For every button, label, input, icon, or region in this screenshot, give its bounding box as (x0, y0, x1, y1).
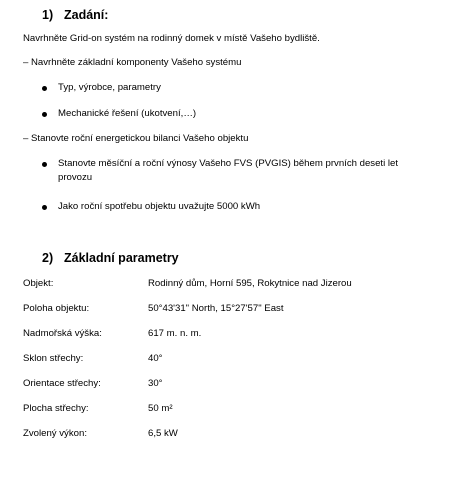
param-value: 6,5 kW (148, 428, 178, 439)
param-label: Sklon střechy: (23, 353, 84, 364)
task1-bullet-2: Mechanické řešení (ukotvení,…) (58, 108, 197, 119)
section2-title: Základní parametry (64, 251, 179, 265)
bullet-dot (42, 86, 47, 91)
section1-title: Zadání: (64, 8, 109, 22)
bullet-dot (42, 112, 47, 117)
task2-bullet-1: Stanovte měsíční a roční výnosy Vašeho FVS (PVGIS) během prvních deseti let provozu (58, 158, 399, 183)
section1-number: 1) (42, 8, 54, 22)
section1-heading (42, 8, 108, 22)
param-label: Nadmořská výška: (23, 328, 102, 339)
assignment-intro: Navrhněte Grid-on systém na rodinný domek v místě Vašeho bydliště. (23, 33, 320, 44)
task1-bullet-1: Typ, výrobce, parametry (58, 82, 161, 93)
param-value: 617 m. n. m. (148, 328, 202, 339)
param-value: 30° (148, 378, 163, 389)
param-label: Objekt: (23, 278, 54, 289)
param-value: Rodinný dům, Horní 595, Rokytnice nad Jizerou (148, 278, 352, 289)
section2-number: 2) (42, 251, 54, 265)
param-label: Zvolený výkon: (23, 428, 87, 439)
param-value: 40° (148, 353, 163, 364)
bullet-dot (42, 162, 47, 167)
section2-heading (42, 251, 179, 265)
param-value: 50°43'31" North, 15°27'57" East (148, 303, 284, 314)
task1-label: – Navrhněte základní komponenty Vašeho systému (23, 57, 242, 68)
param-label: Orientace střechy: (23, 378, 101, 389)
bullet-dot (42, 205, 47, 210)
task2-label: – Stanovte roční energetickou bilanci Vašeho objektu (23, 133, 249, 144)
task2-bullet-2: Jako roční spotřebu objektu uvažujte 5000 kWh (58, 201, 261, 212)
param-value: 50 m² (148, 403, 173, 414)
param-label: Plocha střechy: (23, 403, 89, 414)
param-label: Poloha objektu: (23, 303, 90, 314)
